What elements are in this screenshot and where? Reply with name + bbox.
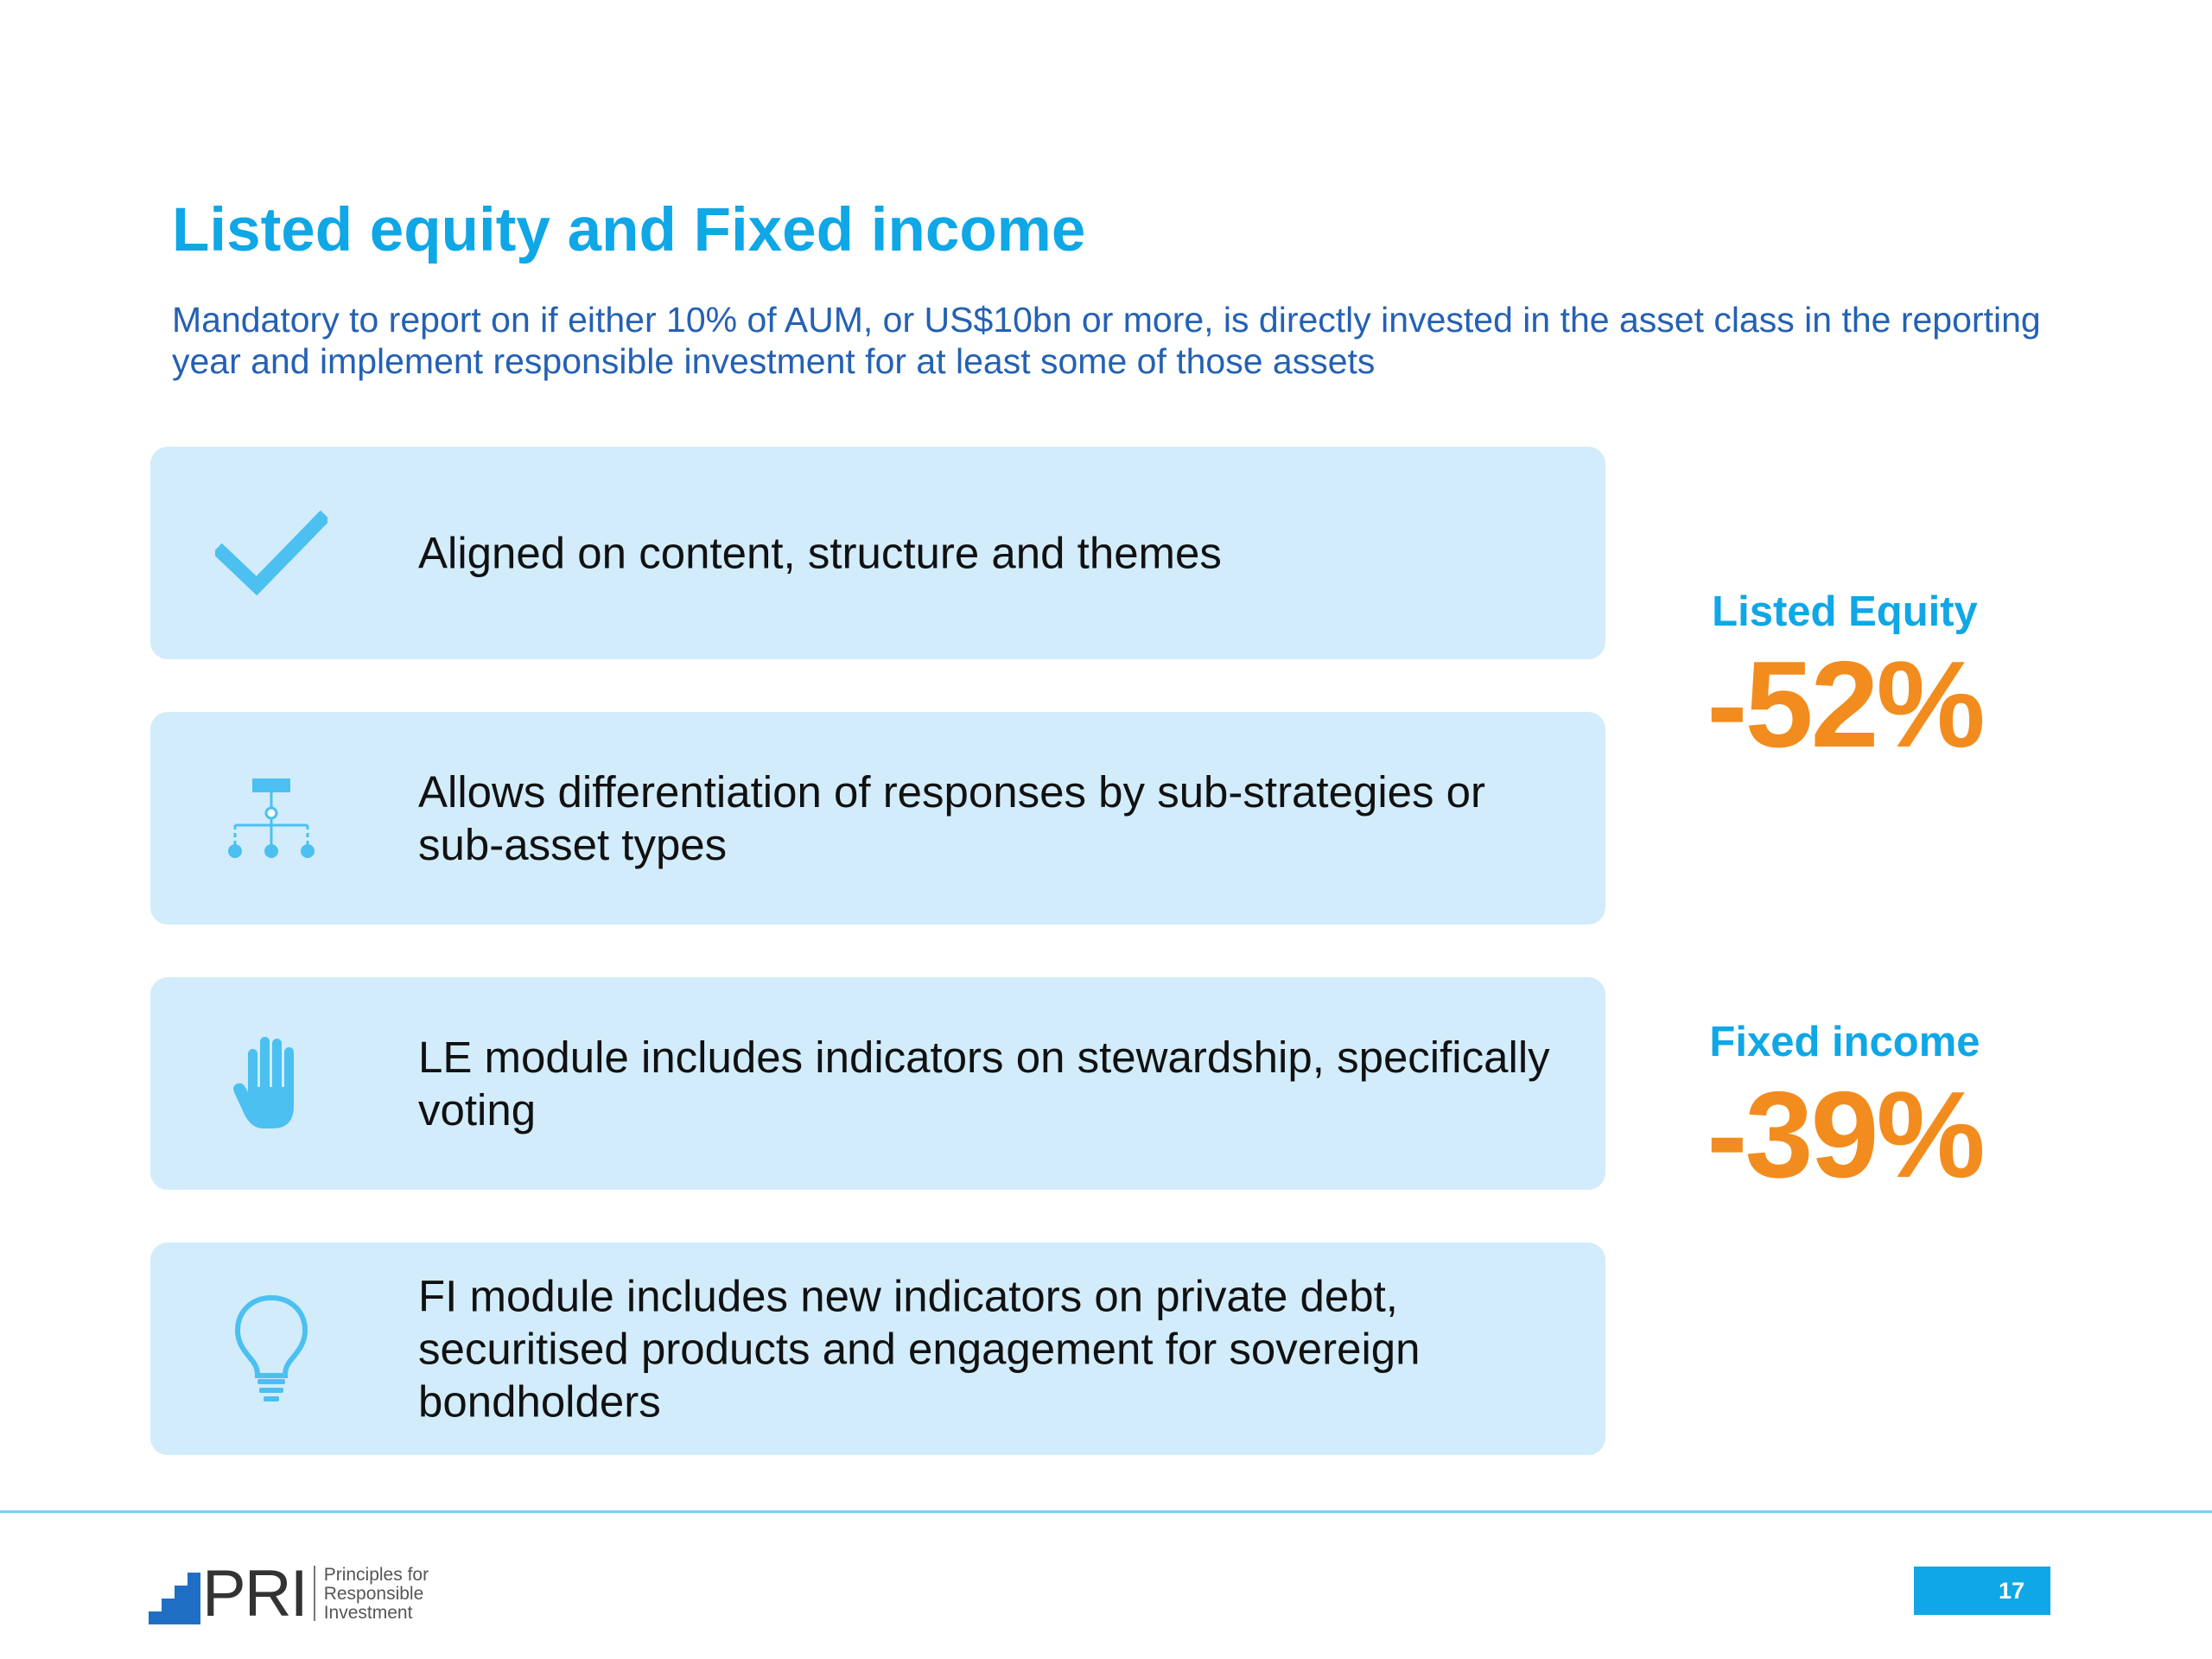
feature-card-aligned <box>150 447 1605 659</box>
pri-logo-separator <box>314 1566 315 1621</box>
stat-value-listed-equity: -52% <box>1707 636 1983 773</box>
checkmark-icon <box>211 488 332 618</box>
stat-value-fixed-income: -39% <box>1707 1066 1983 1204</box>
feature-card-fi-module <box>150 1243 1605 1455</box>
feature-card-text: Allows differentiation of responses by sub-strategies or sub-asset types <box>418 767 1486 869</box>
pri-logo-tagline: Principles for Responsible Investment <box>323 1565 429 1623</box>
lightbulb-icon <box>211 1284 332 1414</box>
feature-card-text: FI module includes new indicators on private debt, securitised products and engagement for sovereign bondholders <box>418 1271 1421 1427</box>
stat-label-listed-equity: Listed Equity <box>1712 588 1978 635</box>
raised-hand-icon <box>211 1019 332 1148</box>
hierarchy-icon <box>211 753 332 883</box>
footer-divider <box>0 1510 2212 1513</box>
pri-logo <box>149 1555 429 1630</box>
feature-card-text: Aligned on content, structure and themes <box>418 528 1222 578</box>
feature-card-text: LE module includes indicators on stewardship, specifically voting <box>418 1033 1550 1135</box>
page-number: 17 <box>1914 1567 2050 1615</box>
page-subtitle: Mandatory to report on if either 10% of AUM, or US$10bn or more, is directly invested in the asset class in the reporting year and implement responsible investment for at least some of those assets <box>172 300 2041 381</box>
page-title: Listed equity and Fixed income <box>172 196 1086 264</box>
feature-card-le-module <box>150 977 1605 1190</box>
feature-card-differentiation <box>150 712 1605 925</box>
pri-logo-squares-icon <box>149 1573 200 1624</box>
pri-logo-text: PRI <box>202 1557 307 1630</box>
stat-label-fixed-income: Fixed income <box>1709 1019 1980 1065</box>
